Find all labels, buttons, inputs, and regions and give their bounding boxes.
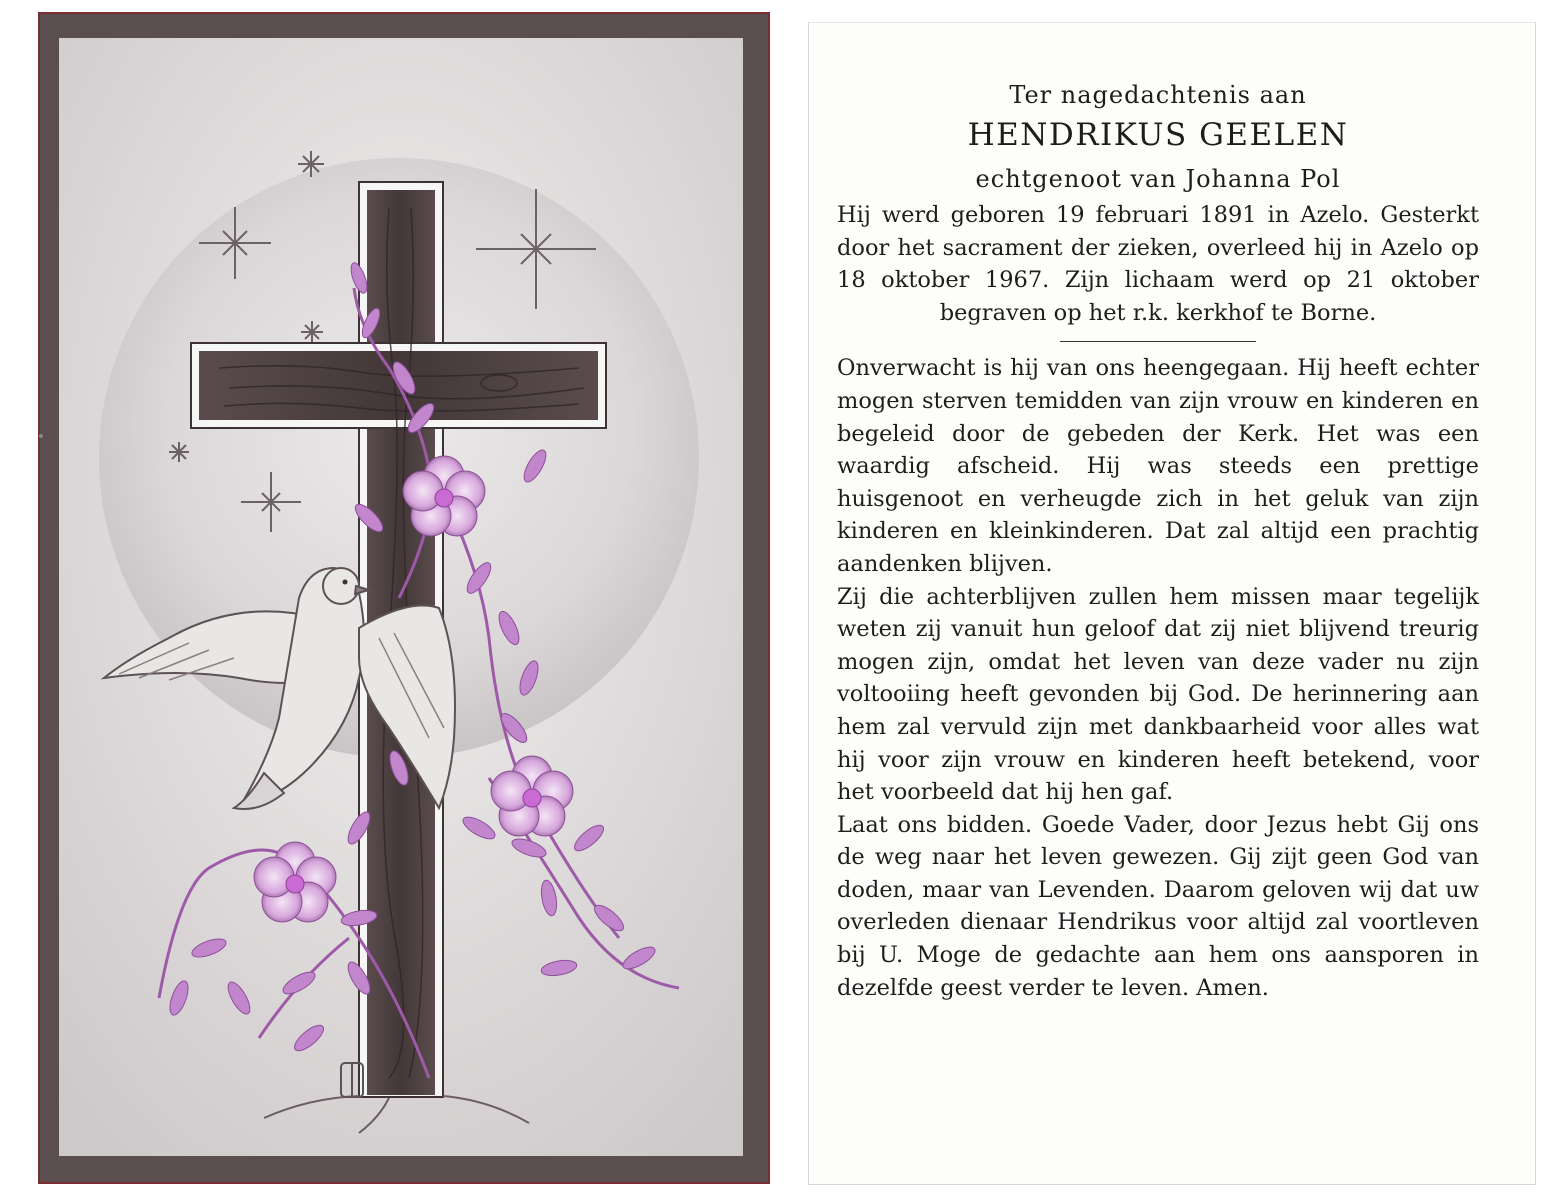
card-edge-mark xyxy=(39,434,43,438)
paragraph-farewell: Onverwacht is hij van ons heengegaan. Hij heeft echter mogen sterven temidden van zijn vrouw en kinderen en begeleid door de gebeden der Kerk. Het was een waardig afscheid. Hij was steeds een prettige huisgenoot en verheugde zich in het geluk van zijn kinderen en kleinkinderen. Dat zal altijd een prachtig aandenken blijven. xyxy=(837,355,1479,577)
paragraph-prayer: Laat ons bidden. Goede Vader, door Jezus hebt Gij ons de weg naar het leven gewezen. Gij zijt geen God van doden, maar van Levenden. Daarom geloven wij dat uw overleden dienaar Hendrikus voor altijd zal voortleven bij U. Moge de gedachte aan hem ons aansporen in dezelfde geest verder te leven. Amen. xyxy=(837,811,1479,1001)
remembrance-text xyxy=(837,352,1479,1004)
text-divider xyxy=(1060,341,1256,342)
memorial-text-body xyxy=(837,79,1479,1004)
memorial-card-text xyxy=(808,22,1536,1185)
devotional-illustration xyxy=(59,38,743,1156)
biography-paragraph: Hij werd geboren 19 februari 1891 in Azelo. Gesterkt door het sacrament der zieken, overleed hij in Azelo op 18 oktober 1967. Zijn lichaam werd op 21 oktober begraven op het r.k. kerkhof te Borne. xyxy=(837,202,1479,326)
artwork-panel xyxy=(59,38,743,1156)
memorial-card-front xyxy=(40,14,768,1182)
paragraph-remembrance: Zij die achterblijven zullen hem missen maar tegelijk weten zij vanuit hun geloof dat zij niet blijvend treurig mogen zijn, omdat het leven van deze vader nu zijn voltooiing heeft gevonden bij God. De herinnering aan hem zal vervuld zijn met dankbaarheid voor alles wat hij voor zijn vrouw en kinderen heeft betekend, voor het voorbeeld dat hij hen gaf. xyxy=(837,583,1479,806)
spouse-line: echtgenoot van Johanna Pol xyxy=(975,165,1341,193)
deceased-name: HENDRIKUS GEELEN xyxy=(967,117,1349,153)
memorial-heading: Ter nagedachtenis aan xyxy=(1009,81,1307,109)
